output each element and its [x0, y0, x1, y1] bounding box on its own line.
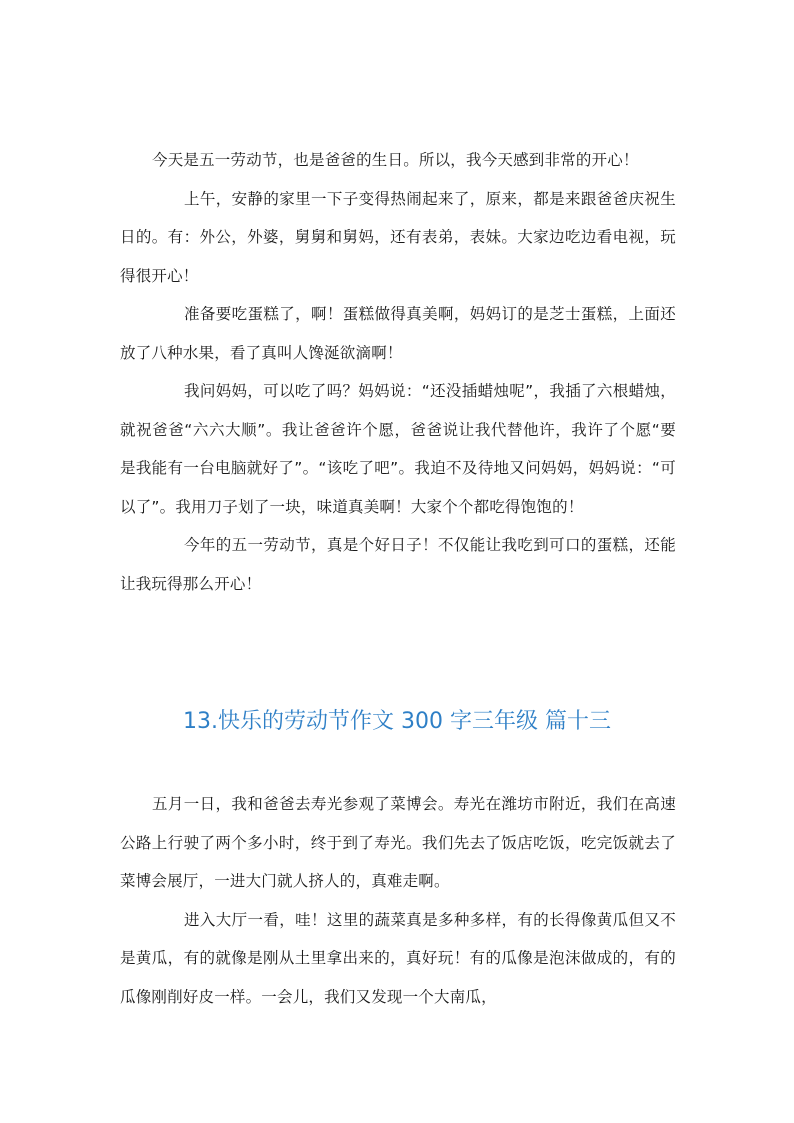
paragraph: 五月一日，我和爸爸去寿光参观了菜博会。寿光在潍坊市附近，我们在高速公路上行驶了两个多小时，终于到了寿光。我们先去了饭店吃饭，吃完饭就去了菜博会展厅，一进大门就人挤人的，真难走啊。 — [120, 795, 676, 890]
paragraph: 我问妈妈，可以吃了吗？妈妈说：“还没插蜡烛呢”，我插了六根蜡烛，就祝爸爸“六六大顺”。我让爸爸许个愿，爸爸说让我代替他许，我许了个愿“要是我能有一台电脑就好了”。“该吃了吧”。我迫不及待地又问妈妈，妈妈说：“可以了”。我用刀子划了一块，味道真美啊！大家个个都吃得饱饱的！ — [120, 382, 676, 516]
essay-vegetable-expo — [120, 785, 676, 1016]
paragraph: 今年的五一劳动节，真是个好日子！不仅能让我吃到可口的蛋糕，还能让我玩得那么开心！ — [120, 536, 676, 593]
paragraph: 进入大厅一看，哇！这里的蔬菜真是多种多样，有的长得像黄瓜但又不是黄瓜，有的就像是刚从土里拿出来的，真好玩！有的瓜像是泡沫做成的，有的瓜像刚削好皮一样。一会儿，我们又发现一个大南瓜， — [120, 910, 676, 1006]
essay-birthday — [120, 141, 676, 603]
paragraph: 今天是五一劳动节，也是爸爸的生日。所以，我今天感到非常的开心！ — [152, 151, 639, 169]
section-heading: 13.快乐的劳动节作文 300 字三年级 篇十三 — [183, 709, 611, 734]
paragraph: 上午，安静的家里一下子变得热闹起来了，原来，都是来跟爸爸庆祝生日的。有：外公，外婆，舅舅和舅妈，还有表弟，表妹。大家边吃边看电视，玩得很开心！ — [120, 189, 676, 285]
paragraph: 准备要吃蛋糕了，啊！蛋糕做得真美啊，妈妈订的是芝士蛋糕，上面还放了八种水果，看了真叫人馋涎欲滴啊！ — [120, 305, 676, 362]
